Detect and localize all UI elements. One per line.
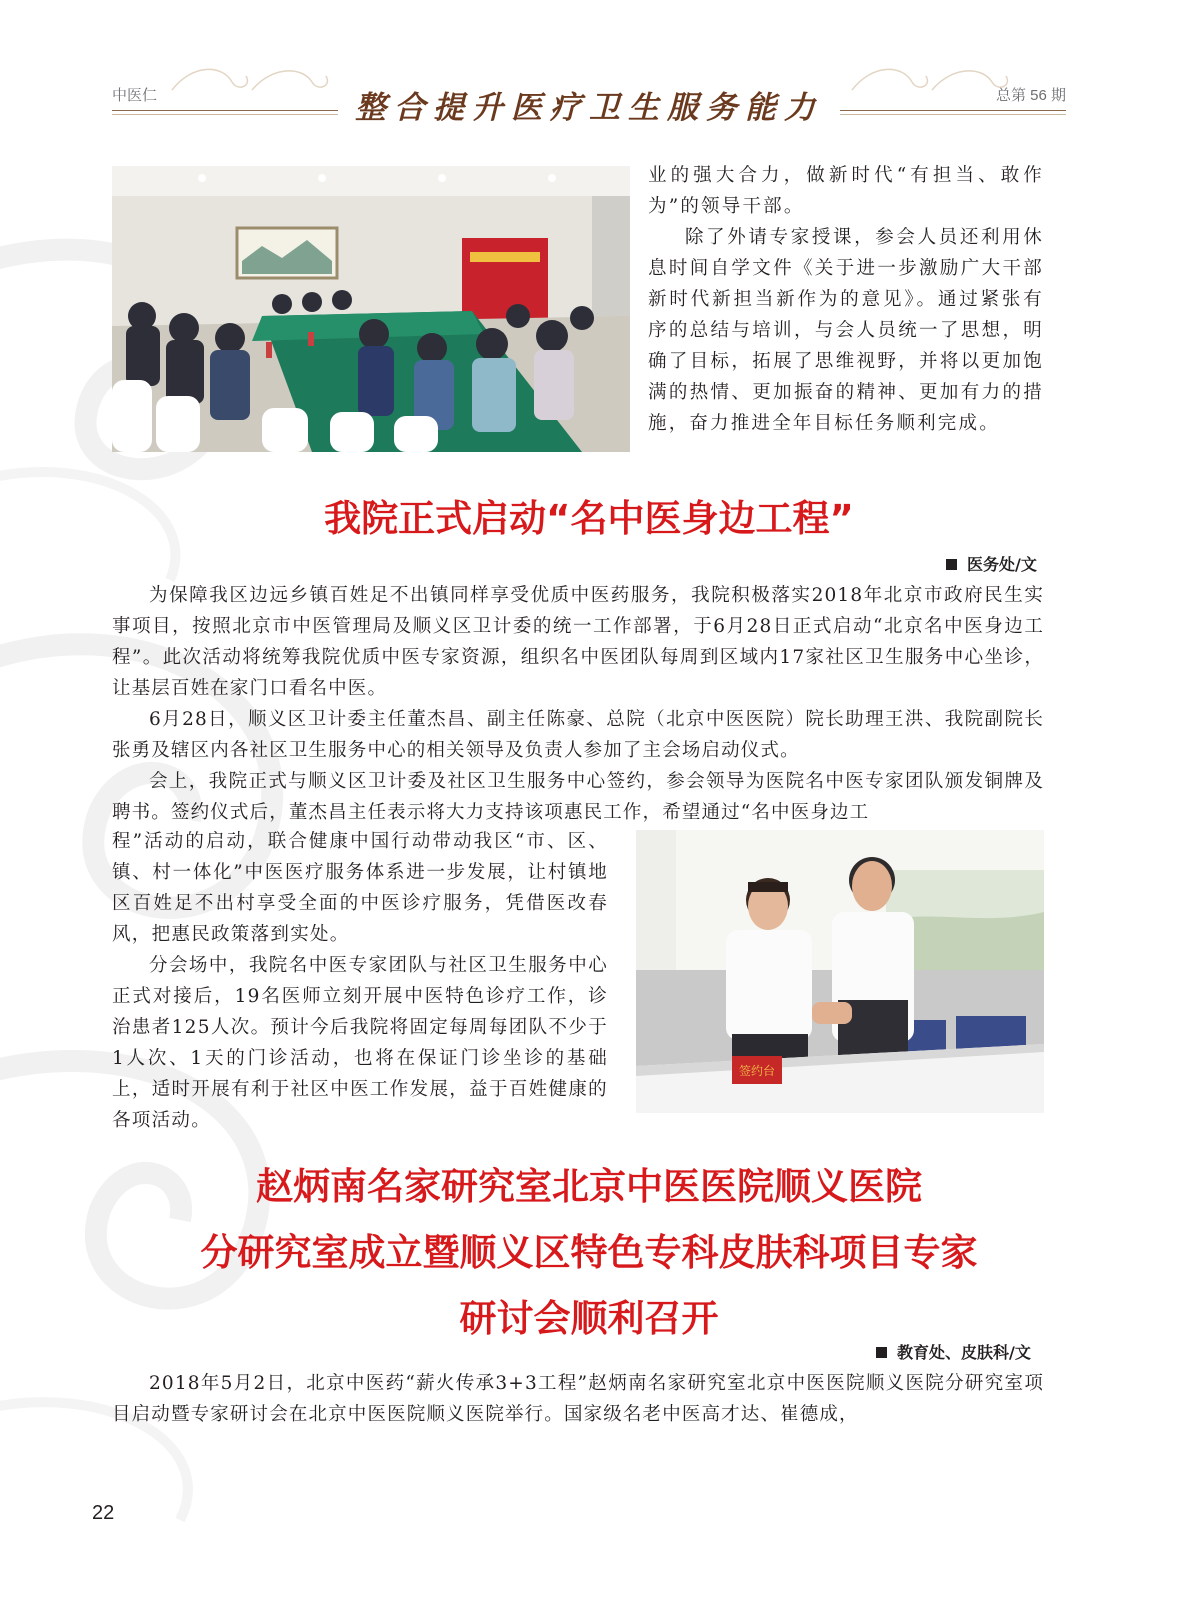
article1-paragraph: 分会场中，我院名中医专家团队与社区卫生服务中心正式对接后，19名医师立刻开展中医特色诊疗工作，诊治患者125人次。预计今后我院将固定每周每团队不少于1人次、1天的门诊活动，也将在保证门诊坐诊的基础上，适时开展有利于社区中医工作发展，益于百姓健康的各项活动。 <box>112 955 608 1131</box>
article0-paragraph: 除了外请专家授课，参会人员还利用休息时间自学文件《关于进一步激励广大干部新时代新担当新作为的意见》。通过紧张有序的总结与培训，与会人员统一了思想，明确了目标，拓展了思维视野，并将以更加饱满的热情、更加振奋的精神、更加有力的措施，奋力推进全年目标任务顺利完成。 <box>648 227 1044 434</box>
byline-square-icon <box>946 559 957 570</box>
page-number: 22 <box>92 1502 115 1524</box>
article1-byline <box>946 552 1037 575</box>
article1-paragraph: 为保障我区边远乡镇百姓足不出镇同样享受优质中医药服务，我院积极落实2018年北京市政府民生实事项目，按照北京市中医管理局及顺义区卫计委的统一工作部署，于6月28日正式启动“北京名中医身边工程”。此次活动将统筹我院优质中医专家资源，组织名中医团队每周到区域内17家社区卫生服务中心坐诊，让基层百姓在家门口看名中医。 <box>112 585 1044 699</box>
article0-text <box>648 160 1044 439</box>
issue-number: 总第 56 期 <box>995 87 1066 104</box>
article1-headline: 我院正式启动“名中医身边工程” <box>324 497 854 540</box>
header-title-box <box>338 78 840 126</box>
article1-paragraph: 程”活动的启动，联合健康中国行动带动我区“市、区、镇、村一体化”中医医疗服务体系进一步发展，让村镇地区百姓足不出村享受全面的中医诊疗服务，凭借医改春风，把惠民政策落到实处。 <box>112 831 608 945</box>
signing-photo <box>636 830 1044 1113</box>
article2-body <box>112 1368 1044 1430</box>
article0-paragraph: 业的强大合力，做新时代“有担当、敢作为”的领导干部。 <box>648 165 1044 217</box>
page-header <box>112 70 1066 130</box>
byline-square-icon <box>876 1347 887 1358</box>
article2-headline-line: 赵炳南名家研究室北京中医医院顺义医院 <box>256 1165 922 1208</box>
article1-author: 医务处/文 <box>967 555 1037 574</box>
meeting-photo <box>112 166 630 452</box>
magazine-name: 中医仁 <box>112 87 158 104</box>
article1-paragraph: 6月28日，顺义区卫计委主任董杰昌、副主任陈豪、总院（北京中医医院）院长助理王洪、我院副院长张勇及辖区内各社区卫生服务中心的相关领导及负责人参加了主会场启动仪式。 <box>112 709 1044 761</box>
article2-byline <box>876 1340 1031 1363</box>
article2-paragraph: 2018年5月2日，北京中医药“薪火传承3+3工程”赵炳南名家研究室北京中医医院顺义医院分研究室项目启动暨专家研讨会在北京中医医院顺义医院举行。国家级名老中医高才达、崔德成， <box>112 1373 1044 1425</box>
article2-headline-line: 研讨会顺利召开 <box>459 1297 719 1340</box>
article1-body-wrapped <box>112 826 608 1136</box>
article2-author: 教育处、皮肤科/文 <box>897 1343 1031 1362</box>
article1-paragraph: 会上，我院正式与顺义区卫计委及社区卫生服务中心签约，参会领导为医院名中医专家团队颁发铜牌及聘书。签约仪式后，董杰昌主任表示将大力支持该项惠民工作，希望通过“名中医身边工 <box>112 771 1044 823</box>
article2-headline <box>112 1154 1066 1352</box>
article1-body <box>112 580 1044 828</box>
article2-headline-line: 分研究室成立暨顺义区特色专科皮肤科项目专家 <box>200 1231 978 1274</box>
section-title: 整合提升医疗卫生服务能力 <box>355 90 823 126</box>
table-sign-text: 签约台 <box>738 1064 776 1078</box>
